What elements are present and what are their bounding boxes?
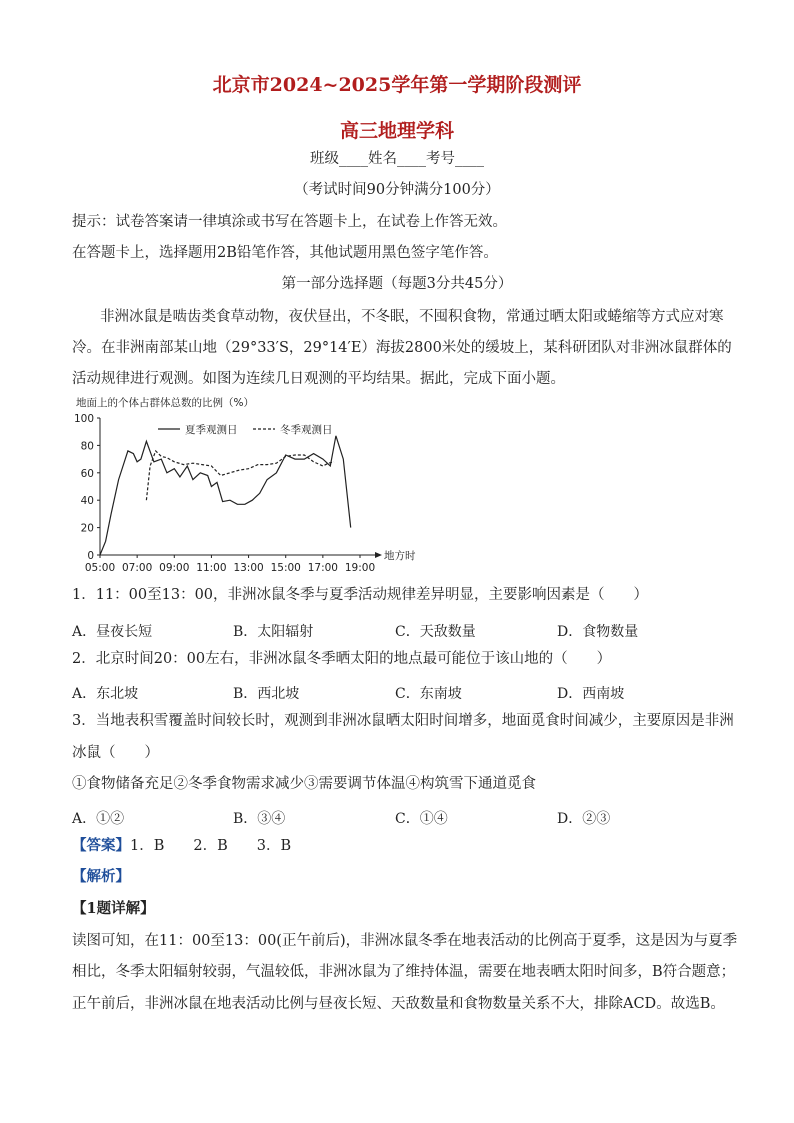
q2-option-d: D．西南坡: [557, 686, 625, 702]
passage-line-2: 冷。在非洲南部某山地（29°33′S，29°14′E）海拔2800米处的缓坡上，某科研团队对非洲冰鼠群体的: [72, 340, 732, 356]
q3-option-b: B．③④: [233, 811, 286, 827]
answer-line: [72, 839, 291, 854]
y-tick-group: [74, 413, 100, 562]
q2-option-c: C．东南坡: [395, 686, 462, 702]
question-1-stem: 1．11：00至13：00，非洲冰鼠冬季与夏季活动规律差异明显，主要影响因素是（ ）: [72, 587, 649, 603]
x-tick-label: 05:00: [84, 562, 116, 574]
q2-option-b: B．西北坡: [233, 686, 300, 702]
q3-option-d: D．②③: [557, 811, 611, 827]
q2-option-a: A．东北坡: [72, 686, 139, 702]
q3-option-c: C．①④: [395, 811, 448, 827]
passage-line-1: 非洲冰鼠是啮齿类食草动物，夜伏昼出，不冬眠，不囤积食物，常通过晒太阳或蜷缩等方式应对寒: [100, 309, 724, 325]
note-line-2: 在答题卡上，选择题用2B铅笔作答，其他试题用黑色签字笔作答。: [72, 245, 498, 261]
note-line-1: 提示：试卷答案请一律填涂或书写在答题卡上，在试卷上作答无效。: [72, 214, 507, 230]
x-tick-label: 09:00: [159, 562, 190, 574]
analysis-detail-label: 【1题详解】: [72, 900, 155, 917]
answer-text: 1．B 2．B 3．B: [130, 838, 292, 854]
section-heading: 第一部分选择题（每题3分共45分）: [281, 276, 513, 292]
analysis-line-3: 正午前后，非洲冰鼠在地表活动比例与昼夜长短、天敌数量和食物数量关系不大，排除ACD。故选B。: [72, 996, 725, 1012]
question-3-stem-line-1: 3．当地表积雪覆盖时间较长时，观测到非洲冰鼠晒太阳时间增多，地面觅食时间减少，主要原因是非洲: [72, 713, 734, 729]
q1-option-d: D．食物数量: [557, 624, 639, 640]
x-tick-label: 15:00: [270, 562, 301, 574]
x-tick-group: [85, 555, 375, 574]
y-tick-label: 0: [87, 550, 94, 562]
chart-x-axis-label: 地方时: [384, 550, 416, 562]
y-tick-label: 20: [80, 522, 94, 535]
q1-option-c: C．天敌数量: [395, 624, 476, 640]
x-tick-label: 07:00: [122, 562, 153, 574]
exam-title: 北京市2024~2025学年第一学期阶段测评: [212, 74, 582, 96]
x-tick-label: 19:00: [344, 562, 376, 574]
analysis-label: 【解析】: [72, 868, 130, 885]
chart-y-axis-label: 地面上的个体占群体总数的比例（%）: [76, 397, 254, 409]
legend-winter-label: 冬季观测日: [280, 424, 333, 436]
x-tick-label: 17:00: [307, 562, 338, 574]
analysis-line-2: 相比，冬季太阳辐射较弱，气温较低，非洲冰鼠为了维持体温，需要在地表晒太阳时间多，B符合题意；: [72, 964, 736, 980]
y-tick-label: 60: [80, 467, 94, 480]
q1-option-b: B．太阳辐射: [233, 624, 314, 640]
series-group: [100, 436, 351, 555]
y-tick-label: 40: [80, 495, 94, 508]
x-axis-arrow: [375, 552, 382, 558]
x-tick-label: 11:00: [196, 562, 227, 574]
y-tick-label: 100: [73, 413, 94, 425]
question-2-stem: 2．北京时间20：00左右，非洲冰鼠冬季晒太阳的地点最可能位于该山地的（ ）: [72, 651, 612, 667]
subject-title: 高三地理学科: [339, 120, 454, 142]
answer-label: 【答案】: [72, 837, 130, 854]
analysis-line-1: 读图可知，在11：00至13：00(正午前后)，非洲冰鼠冬季在地表活动的比例高于夏季，这是因为与夏季: [72, 933, 738, 949]
question-3-stem-line-2: 冰鼠（ ）: [72, 745, 159, 761]
x-tick-label: 13:00: [233, 562, 264, 574]
passage-line-3: 活动规律进行观测。如图为连续几日观测的平均结果。据此，完成下面小题。: [72, 371, 565, 387]
student-info-line: 班级____姓名____考号____: [310, 151, 484, 167]
q3-option-a: A．①②: [72, 811, 125, 827]
y-tick-label: 80: [80, 440, 94, 453]
exam-time-info: （考试时间90分钟满分100分）: [294, 182, 500, 198]
q1-option-a: A．昼夜长短: [72, 624, 153, 640]
activity-line-chart: [70, 390, 430, 580]
chart-legend: [158, 423, 333, 436]
legend-summary-label: 夏季观测日: [185, 424, 238, 436]
question-3-choices: ①食物储备充足②冬季食物需求减少③需要调节体温④构筑雪下通道觅食: [72, 776, 536, 792]
summer-series-line: [100, 436, 351, 555]
